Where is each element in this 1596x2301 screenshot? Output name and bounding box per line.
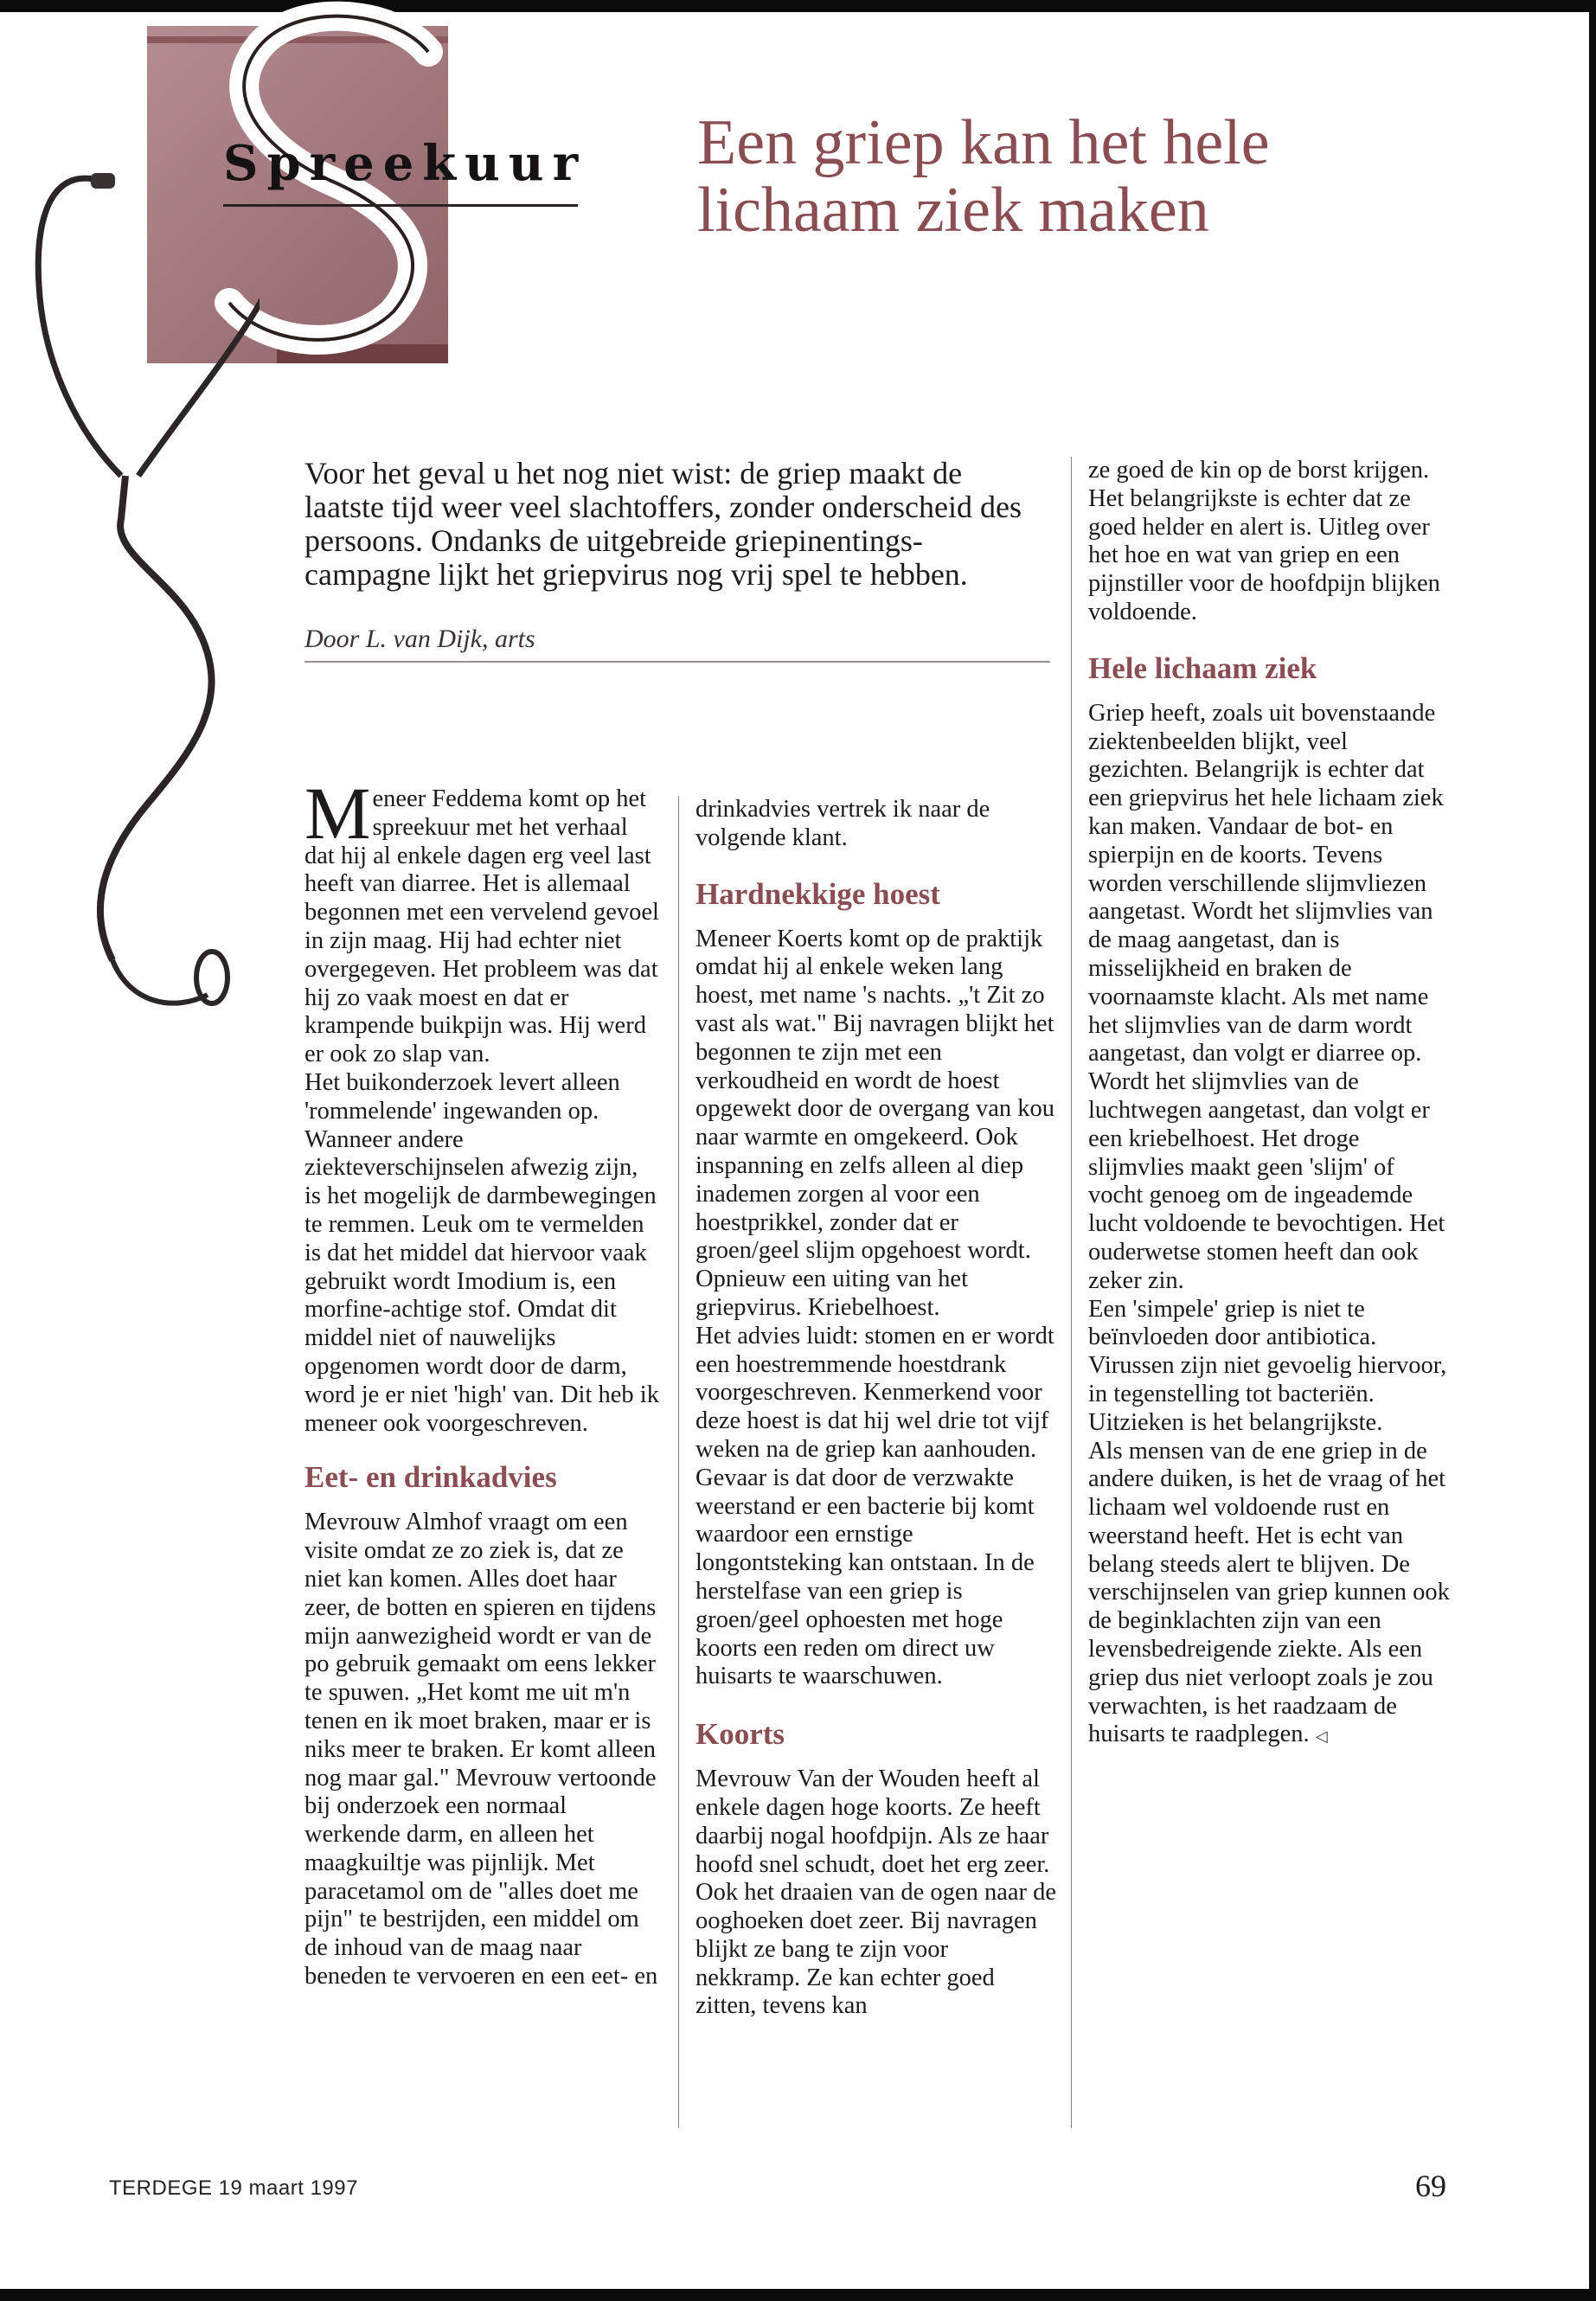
column-divider-2 xyxy=(1071,457,1072,2128)
article-column-3 xyxy=(1088,457,1452,1751)
subheading-hele-lichaam-ziek: Hele lichaam ziek xyxy=(1088,651,1317,685)
end-of-article-icon: ◁ xyxy=(1315,1727,1328,1746)
article-paragraph: Griep heeft, zoals uit bovenstaande ziektenbeelden blijkt, veel gezichten. Belangrijk is echter dat een griepvirus het hele lichaam ziek kan maken. Vandaar de bot- en spierpijn en de koorts. Tevens worden verschillende slijmvliezen aangetast. Wordt het slijmvlies van de maag aangetast, dan is misselijkheid en braken de voornaamste klacht. Als met name het slijmvlies van de darm wordt aangetast, dan volgt er diarree op. Wordt het slijmvlies van de luchtwegen aangetast, dan volgt er een kriebelhoest. Het droge slijmvlies maakt geen 'slijm' of vocht genoeg om de ingeademde lucht voldoende te bevochtigen. Het ouderwetse stomen heeft dan ook zeker zin. xyxy=(1088,699,1445,1294)
page-number: 69 xyxy=(1415,2169,1446,2203)
article-byline: Door L. van Dijk, arts xyxy=(304,625,535,653)
article-column-2 xyxy=(695,796,1059,2021)
article-paragraph: drinkadvies vertrek ik naar de volgende klant. xyxy=(695,796,990,851)
drop-cap: M xyxy=(304,772,371,855)
article-column-1 xyxy=(304,772,659,1991)
article-paragraph: Mevrouw Van der Wouden heeft al enkele dagen hoge koorts. Ze heeft daarbij nogal hoofdpijn. Als ze haar hoofd snel schudt, doet het erg zeer. Ook het draaien van de ogen naar de ooghoeken doet zeer. Bij navragen blijkt ze bang te zijn voor nekkramp. Ze kan echter goed zitten, tevens kan xyxy=(695,1766,1057,2020)
article-paragraph: Een 'simpele' griep is niet te beïnvloeden door antibiotica. Virussen zijn niet gevoelig hiervoor, in tegenstelling tot bacteriën. Uitzieken is het belangrijkste. xyxy=(1088,1295,1447,1436)
subheading-eet-drinkadvies: Eet- en drinkadvies xyxy=(304,1460,557,1495)
article-paragraph: Het advies luidt: stomen en er wordt een hoestremmende hoestdrank voorgeschreven. Kenmerkend voor deze hoest is dat hij wel drie tot vijf weken na de griep kan aanhouden. Gevaar is dat door de verzwakte weerstand er een bacterie bij komt waardoor een ernstige longontsteking kan ontstaan. In de herstelfase van een griep is groen/geel ophoesten met hoge koorts een reden om direct uw huisarts te waarschuwen. xyxy=(695,1322,1054,1690)
subheading-hardnekkige-hoest: Hardnekkige hoest xyxy=(695,876,940,911)
column-divider-1 xyxy=(678,796,679,2128)
stethoscope-icon xyxy=(0,147,260,1055)
article-paragraph: Als mensen van de ene griep in de andere duiken, is het de vraag of het lichaam wel voldoende rust en weerstand heeft. Het is echt van belang steeds alert te blijven. De verschijnselen van griep kunnen ook de beginklachten zijn van een levensbedreigende ziekte. Als een griep dus niet verloopt zoals je zou verwachten, is het raadzaam de huisarts te raadplegen. ◁ xyxy=(1088,1437,1450,1748)
article-paragraph: Meneer Koerts komt op de praktijk omdat hij al enkele weken lang hoest, met name 's nachts. „'t Zit zo vast als wat." Bij navragen blijkt het begonnen te zijn met een verkoudheid en wordt de hoest opgewekt door de overgang van kou naar warmte en omgekeerd. Ook inspanning en zelfs alleen al diep inademen zorgen al voor een hoestprikkel, zonder dat er groen/geel slijm opgehoest wordt. Opnieuw een uiting van het griepvirus. Kriebelhoest. xyxy=(695,925,1054,1321)
article-paragraph: ze goed de kin op de borst krijgen. Het belangrijkste is echter dat ze goed helder en alert is. Uitleg over het hoe en wat van griep en een pijnstiller voor de hoofdpijn blijken voldoende. xyxy=(1088,457,1440,625)
article-intro: Voor het geval u het nog niet wist: de griep maakt de laatste tijd weer veel slachtoffers, zonder onderscheid des persoons. Ondanks de uitgebreide griepinentings-campagne lijkt het griepvirus nog vrij spel te hebben. xyxy=(304,456,1022,592)
article-headline: Een griep kan het hele lichaam ziek maken xyxy=(697,107,1270,246)
intro-divider xyxy=(304,661,1050,663)
article-paragraph: Het buikonderzoek levert alleen 'rommelende' ingewanden op. Wanneer andere ziekteverschijnselen afwezig zijn, is het mogelijk de darmbewegingen te remmen. Leuk om te vermelden is dat het middel dat hiervoor vaak gebruikt wordt Imodium is, een morfine-achtige stof. Omdat dit middel niet of nauwelijks opgenomen wordt door de darm, word je er niet 'high' van. Dit heb ik meneer ook voorgeschreven. xyxy=(304,1068,659,1437)
publication-footer: TERDEGE 19 maart 1997 xyxy=(109,2176,358,2200)
article-paragraph: Meneer Feddema komt op het spreekuur met het verhaal dat hij al enkele dagen erg veel last heeft van diarree. Het is allemaal begonnen met een vervelend gevoel in zijn maag. Hij had echter niet overgegeven. Het probleem was dat hij zo vaak moest en dat er krampende buikpijn was. Hij werd er ook zo slap van. xyxy=(304,772,659,1068)
kicker-underline xyxy=(223,204,578,207)
section-kicker: Spreekuur xyxy=(223,135,587,192)
subheading-koorts: Koorts xyxy=(695,1717,785,1752)
article-paragraph: Mevrouw Almhof vraagt om een visite omdat ze zo ziek is, dat ze niet kan komen. Alles doet haar zeer, de botten en spieren en tijdens mijn aanwezigheid wordt er van de po gebruik gemaakt om eens lekker te spuwen. „Het komt me uit m'n tenen en ik moet braken, maar er is niks meer te braken. Er komt alleen nog maar gal." Mevrouw vertoonde bij onderzoek een normaal werkende darm, en alleen het maagkuiltje was pijnlijk. Met paracetamol om de "alles doet me pijn" te bestrijden, een middel om de inhoud van de maag naar beneden te vervoeren en een eet- en xyxy=(304,1509,658,1990)
